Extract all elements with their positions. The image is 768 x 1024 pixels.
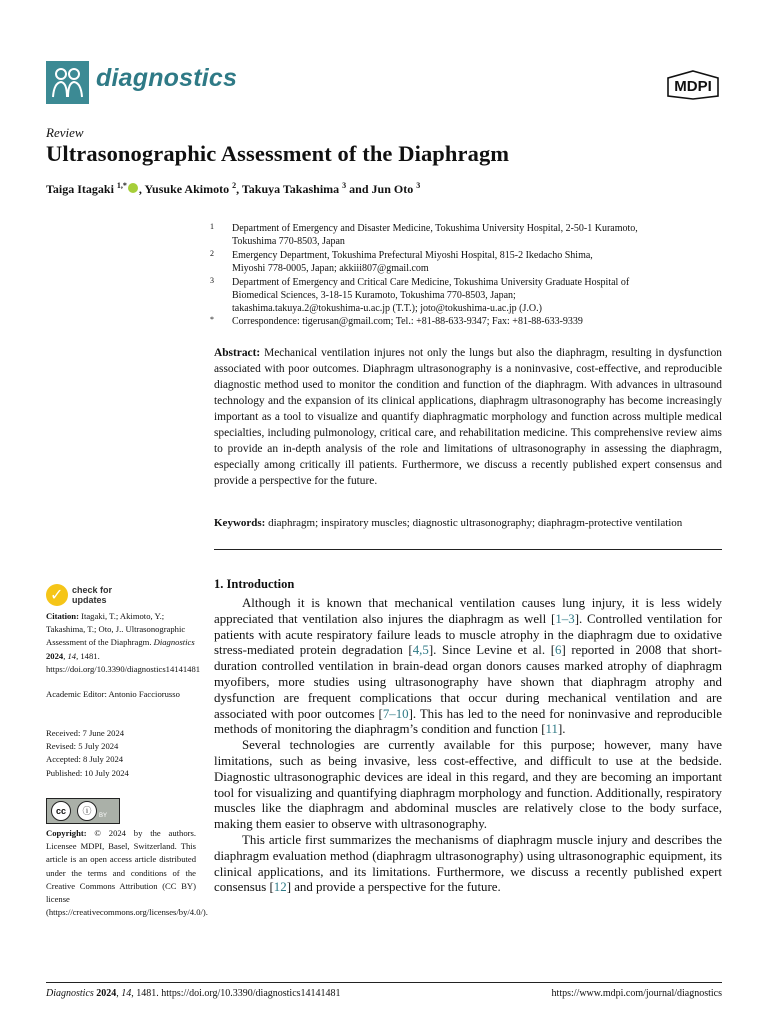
author-affil: 3 xyxy=(342,181,347,190)
author-name: Takuya Takashima xyxy=(241,182,340,196)
keywords-text: diaphragm; inspiratory muscles; diagnostic ultrasonography; diaphragm-protective ventilation xyxy=(268,517,683,529)
affiliation-2: 2 Emergency Department, Tokushima Prefectural Miyoshi Hospital, 815-2 Ikedacho Shima, Miyoshi 778-0005, Japan; akkiii807@gmail.com xyxy=(210,249,593,274)
author-list: Taiga Itagaki $^{1,*}$ , Yusuke Akimoto $^2$, Takuya Takashima $^3$ and Jun Oto $^3$ xyxy=(46,181,421,196)
orcid-icon[interactable] xyxy=(128,183,138,193)
citation-block: Citation: Itagaki, T.; Akimoto, Y.; Takashima, T.; Oto, J.. Ultrasonographic Assessment of the Diaphragm. Diagnostics 2024, 14, 1481. https://doi.org/10.3390/diagnostics14141481 xyxy=(46,611,201,674)
footer-divider xyxy=(46,982,722,983)
by-person-icon: ⓘ xyxy=(77,801,97,821)
keywords xyxy=(214,517,722,529)
author-name: Jun Oto xyxy=(371,182,414,196)
abstract-label: Abstract: xyxy=(214,347,261,359)
footer-doi-link[interactable]: , 1481. https://doi.org/10.3390/diagnostics14141481 xyxy=(131,988,341,999)
correspondence: * Correspondence: tigerusan@gmail.com; Tel.: +81-88-633-9347; Fax: +81-88-633-9339 xyxy=(210,315,583,327)
checkmark-icon: ✓ xyxy=(50,585,64,604)
paragraph-1: Although it is known that mechanical ventilation causes lung injury, it is less widely appreciated that ventilation also injures the diaphragm as well [1–3]. Controlled ventilation for patients with acute respiratory failure leads to muscle atrophy in the diaphragm due to oxidative stress-mediated protein degradation [4,5]. Since Levine et al. [6] reported in 2008 that short-duration controlled ventilation in brain-dead organ donors causes marked atrophy of diaphragm myofibers, more studies using ultrasonography have shown that diaphragm atrophy and dysfunction are frequent complications that occur during mechanical ventilation and are associated with poor outcomes [7–10]. This has led to the need for noninvasive and reproducible methods of monitoring the diaphragm’s condition and function [11]. xyxy=(214,596,723,737)
author-affil: 2 xyxy=(232,181,237,190)
cc-icon: cc xyxy=(51,801,71,821)
intro-text xyxy=(214,596,722,896)
footer-citation: Diagnostics 2024, 14, 1481. https://doi.org/10.3390/diagnostics14141481 xyxy=(46,988,341,999)
author-affil: 3 xyxy=(416,181,421,190)
revised-date: Revised: 5 July 2024 xyxy=(46,741,119,752)
diagnostics-logo-icon xyxy=(46,61,89,104)
ref-link[interactable]: 1–3 xyxy=(555,611,575,626)
ref-link[interactable]: 6 xyxy=(554,643,562,658)
publisher-name: MDPI xyxy=(674,78,712,95)
journal-logo xyxy=(46,61,89,104)
ref-link[interactable]: 7–10 xyxy=(382,706,409,721)
ref-link[interactable]: 12 xyxy=(273,880,287,895)
paragraph-2: Several technologies are currently available for this purpose; however, many have limitations, such as being invasive, less cost-effective, and difficult to use at the bedside. Diagnostic ultrasonographic devices are ideal in this regard, and they are becoming an important tool for visualizing and quantifying diaphragm morphology and function. Additionally, respiratory muscles like the diaphragm and abdominal muscles are relatively close to the body surface, making them easier to observe with ultrasonography. xyxy=(214,738,722,832)
affiliation-3: 3 Department of Emergency and Critical Care Medicine, Tokushima University Graduate Hospital of Biomedical Sciences, 3-18-15 Kuramoto, Tokushima 770-8503, Japan; takashima.takuya.2@tokushima-u.ac.jp (T.T.); joto@tokushima-u.ac.jp (J.O.) xyxy=(210,276,630,314)
author-name: Taiga Itagaki xyxy=(46,182,114,196)
academic-editor: Academic Editor: Antonio Facciorusso xyxy=(46,689,180,699)
journal-name[interactable]: diagnostics xyxy=(96,64,238,92)
affiliation-1: 1 Department of Emergency and Disaster Medicine, Tokushima University Hospital, 2-50-1 Kuramoto, Tokushima 770-8503, Japan xyxy=(210,222,638,247)
published-date: Published: 10 July 2024 xyxy=(46,767,129,778)
copyright-block: Copyright: © 2024 by the authors. Licensee MDPI, Basel, Switzerland. This article is an open access article distributed under the terms and conditions of the Creative Commons Attribution (CC BY) license (https://creativecommons.org/licenses/by/4.0/). xyxy=(46,828,208,918)
author-affil: 1,* xyxy=(116,181,127,190)
accepted-date: Accepted: 8 July 2024 xyxy=(46,754,124,765)
ref-link[interactable]: 11 xyxy=(545,722,558,737)
paragraph-3: This article first summarizes the mechanisms of diaphragm muscle injury and describes the diaphragm evaluation method (diaphragm ultrasonography) using ultrasonographic equipment, its clinical applications, and its limitations. Furthermore, we discuss a recently published expert consensus [12] and provide a perspective for the future. xyxy=(214,832,722,895)
section-divider xyxy=(214,549,722,550)
abstract-text: Mechanical ventilation injures not only the lungs but also the diaphragm, resulting in dysfunction associated with poor outcomes. Diaphragm ultrasonography is a noninvasive, cost-effective, and reproducible diagnostic method used to monitor the condition and function of the diaphragm. With advances in ultrasound technology and the expansion of its clinical applications, diaphragm ultrasonography has become increasingly important as a tool to visualize and quantify diaphragmatic morphology and function across multiple medical specialties, including pulmonology, critical care, and rehabilitation medicine. This comprehensive review aims to provide an in-depth analysis of the role and limitations of ultrasonography in assessing the diaphragm, especially among critically ill patients. Furthermore, we discuss a recently published expert consensus and provide a perspective for the future. xyxy=(214,347,722,487)
author-name: Yusuke Akimoto xyxy=(144,182,230,196)
mdpi-logo[interactable] xyxy=(666,70,720,100)
article-title: Ultrasonographic Assessment of the Diaphragm xyxy=(46,141,510,166)
cc-by-license-badge[interactable]: cc ⓘ BY xyxy=(46,798,120,824)
received-date: Received: 7 June 2024 xyxy=(46,728,125,738)
dates xyxy=(46,727,196,780)
badge-line1: check for xyxy=(72,585,113,595)
section-heading: 1. Introduction xyxy=(214,577,295,591)
badge-line2: updates xyxy=(72,595,107,605)
footer-journal-url[interactable]: https://www.mdpi.com/journal/diagnostics xyxy=(551,988,722,999)
abstract xyxy=(214,345,722,489)
keywords-label: Keywords: xyxy=(214,517,266,529)
ref-link[interactable]: 4,5 xyxy=(412,643,429,658)
article-type: Review xyxy=(46,125,84,140)
citation-doi-link[interactable]: , 1481. https://doi.org/10.3390/diagnostics14141481 xyxy=(46,650,201,674)
